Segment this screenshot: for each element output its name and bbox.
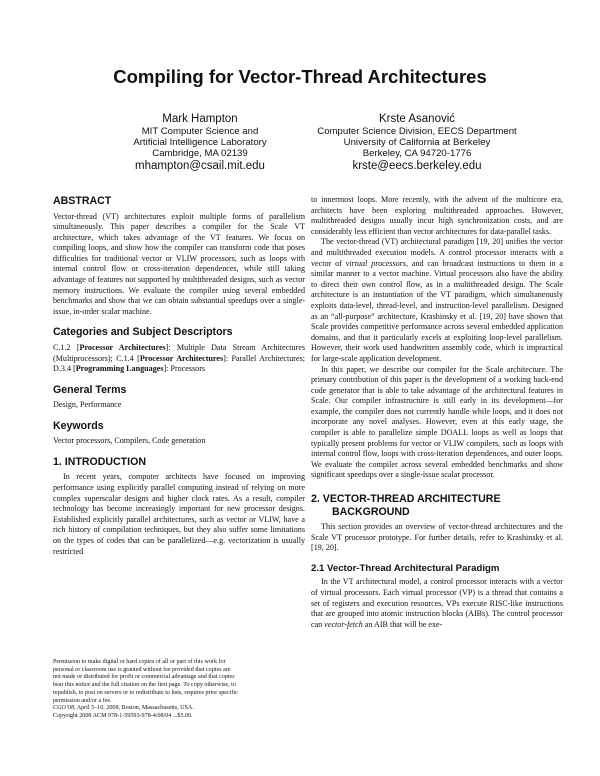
copyright-footnote: [53, 659, 305, 721]
author-name: Krste Asanović: [378, 113, 456, 125]
section-2-1-heading: 2.1 Vector-Thread Architectural Paradigm: [311, 562, 500, 574]
introduction-text: In this paper, we describe our compiler for the Scale architecture. The primary contribution of this paper is the development of a working back-end code generator that is able to take advantage of the architectural features in Scale. Our compiler infrastructure is still early in its development—for example, the compiler does not currently handle while loops, and it does not incorporate any novel analyses. However, even at this early stage, the compiler is able to parallelize simple DOALL loops as well as loops that typically present problems for vector or VLIW compilers, such as loops with internal control flow, loops with cross-iteration dependences, and outer loops. We evaluate the compiler across several embedded benchmarks and show significant speedups over a single-issue scalar processor.: [311, 364, 563, 480]
author-affiliation-line: Berkeley, CA 94720-1776: [362, 148, 472, 160]
categories-text: C.1.2 [Processor Architectures]: Multiple Data Stream Architectures (Multiprocessors); C.1.4 [Processor Architectures]: Parallel Architectures; D.3.4 [Programming Languages]: Processors: [53, 342, 305, 374]
footnote-line: personal or classroom use is granted without fee provided that copies are: [53, 666, 231, 673]
abstract-heading: ABSTRACT: [53, 195, 112, 207]
author-affiliation-line: Cambridge, MA 02139: [152, 148, 248, 160]
left-column: [53, 195, 305, 557]
section-2-text: This section provides an overview of vector-thread architectures and the Scale VT processor prototype. For further details, refer to Krashinsky et al. [19, 20].: [311, 522, 563, 553]
general-terms-heading: General Terms: [53, 383, 127, 396]
keywords-heading: Keywords: [53, 419, 104, 432]
section-2-heading-continued: BACKGROUND: [332, 505, 410, 518]
categories-heading: Categories and Subject Descriptors: [53, 326, 233, 339]
author-block-2: [292, 113, 542, 173]
author-affiliation-line: Artificial Intelligence Laboratory: [133, 137, 267, 149]
footnote-line: permission and/or a fee.: [53, 697, 112, 704]
author-affiliation-line: Computer Science Division, EECS Department: [317, 126, 517, 137]
author-affiliation-line: MIT Computer Science and: [141, 126, 259, 137]
section-2-1-text: In the VT architectural model, a control processor interacts with a vector of virtual processors. Each virtual processor (VP) is a thread that contains a set of registers and execution resources. VPs execute RISC-like instructions that are grouped into atomic instruction blocks (AIBs). The control processor can vector-fetch an AIB that will be exe-: [311, 577, 563, 629]
abstract-text: Vector-thread (VT) architectures exploit multiple forms of parallelism simultaneously. This paper describes a compiler for the Scale VT architecture, which takes advantage of the VT features. We focus on compiling loops, and show how the compiler can transform code that poses difficulties for traditional vector or VLIW processors, such as loops with internal control flow or cross-iteration dependences, while still taking advantage of features not supported by multithreaded designs, such as vector memory instructions. We evaluate the compiler using several embedded benchmarks and show that we can obtain substantial speedups over a single-issue, in-order scalar machine.: [53, 211, 305, 316]
footnote-line: not made or distributed for profit or commercial advantage and that copies: [53, 674, 235, 681]
footnote-line: bear this notice and the full citation on the first page. To copy otherwise, to: [53, 682, 236, 689]
footnote-copyright: Copyright 2008 ACM 978-1-59593-978-4/08/04 ...$5.00.: [53, 712, 193, 719]
author-email: mhampton@csail.mit.edu: [135, 159, 265, 172]
paper-title: Compiling for Vector-Thread Architectures: [113, 66, 487, 87]
introduction-text-continued: to innermost loops. More recently, with the advent of the multicore era, architects have been exploring multithreaded approaches. However, multithreaded designs usually incur high synchronization costs, and are considerably less efficient than vector architectures for data-parallel tasks.: [311, 195, 563, 236]
footnote-line: republish, to post on servers or to redistribute to lists, requires prior specific: [53, 689, 238, 696]
author-email: krste@eecs.berkeley.edu: [352, 159, 482, 172]
right-column: [311, 195, 563, 630]
general-terms-text: Design, Performance: [53, 400, 122, 410]
keywords-text: Vector processors, Compilers, Code generation: [53, 436, 206, 446]
author-block-1: [85, 113, 315, 173]
footnote-venue: CGO’08, April 5–10, 2008, Boston, Massachusetts, USA.: [53, 705, 194, 712]
author-affiliation-line: University of California at Berkeley: [343, 137, 491, 149]
footnote-line: Permission to make digital or hard copies of all or part of this work for: [53, 659, 226, 665]
author-name: Mark Hampton: [162, 113, 238, 125]
introduction-text: In recent years, computer architects have focused on improving performance using explicitly parallel computing instead of relying on more complex superscalar designs and higher clock rates. As a result, compiler technology has become increasingly important for new processor designs. Established explicitly parallel architectures, such as vector or VLIW, have a rich history of compilation techniques, but they also suffer some limitations on the types of codes that can be parallelized—e.g. vectorization is usually restricted: [53, 472, 305, 556]
introduction-text: The vector-thread (VT) architectural paradigm [19, 20] unifies the vector and multithreaded execution models. A control processor interacts with a vector of virtual processors, and can broadcast instructions to them in a similar manner to a vector machine. Virtual processors also have the ability to direct their own control flow, as in a multithreaded design. The Scale architecture is an instantiation of the VT paradigm, which simultaneously exploits data-level, thread-level, and instruction-level parallelism. Designed as an “all-purpose” architecture, Krashinsky et al. [19, 20] have shown that Scale provides competitive performance across several embedded application domains, and that it particularly excels at exploiting loop-level parallelism. However, their work used handwritten assembly code, which is impractical for large-scale application development.: [311, 237, 564, 363]
introduction-heading: 1. INTRODUCTION: [53, 455, 146, 468]
section-2-heading: 2. VECTOR-THREAD ARCHITECTURE: [311, 493, 501, 506]
